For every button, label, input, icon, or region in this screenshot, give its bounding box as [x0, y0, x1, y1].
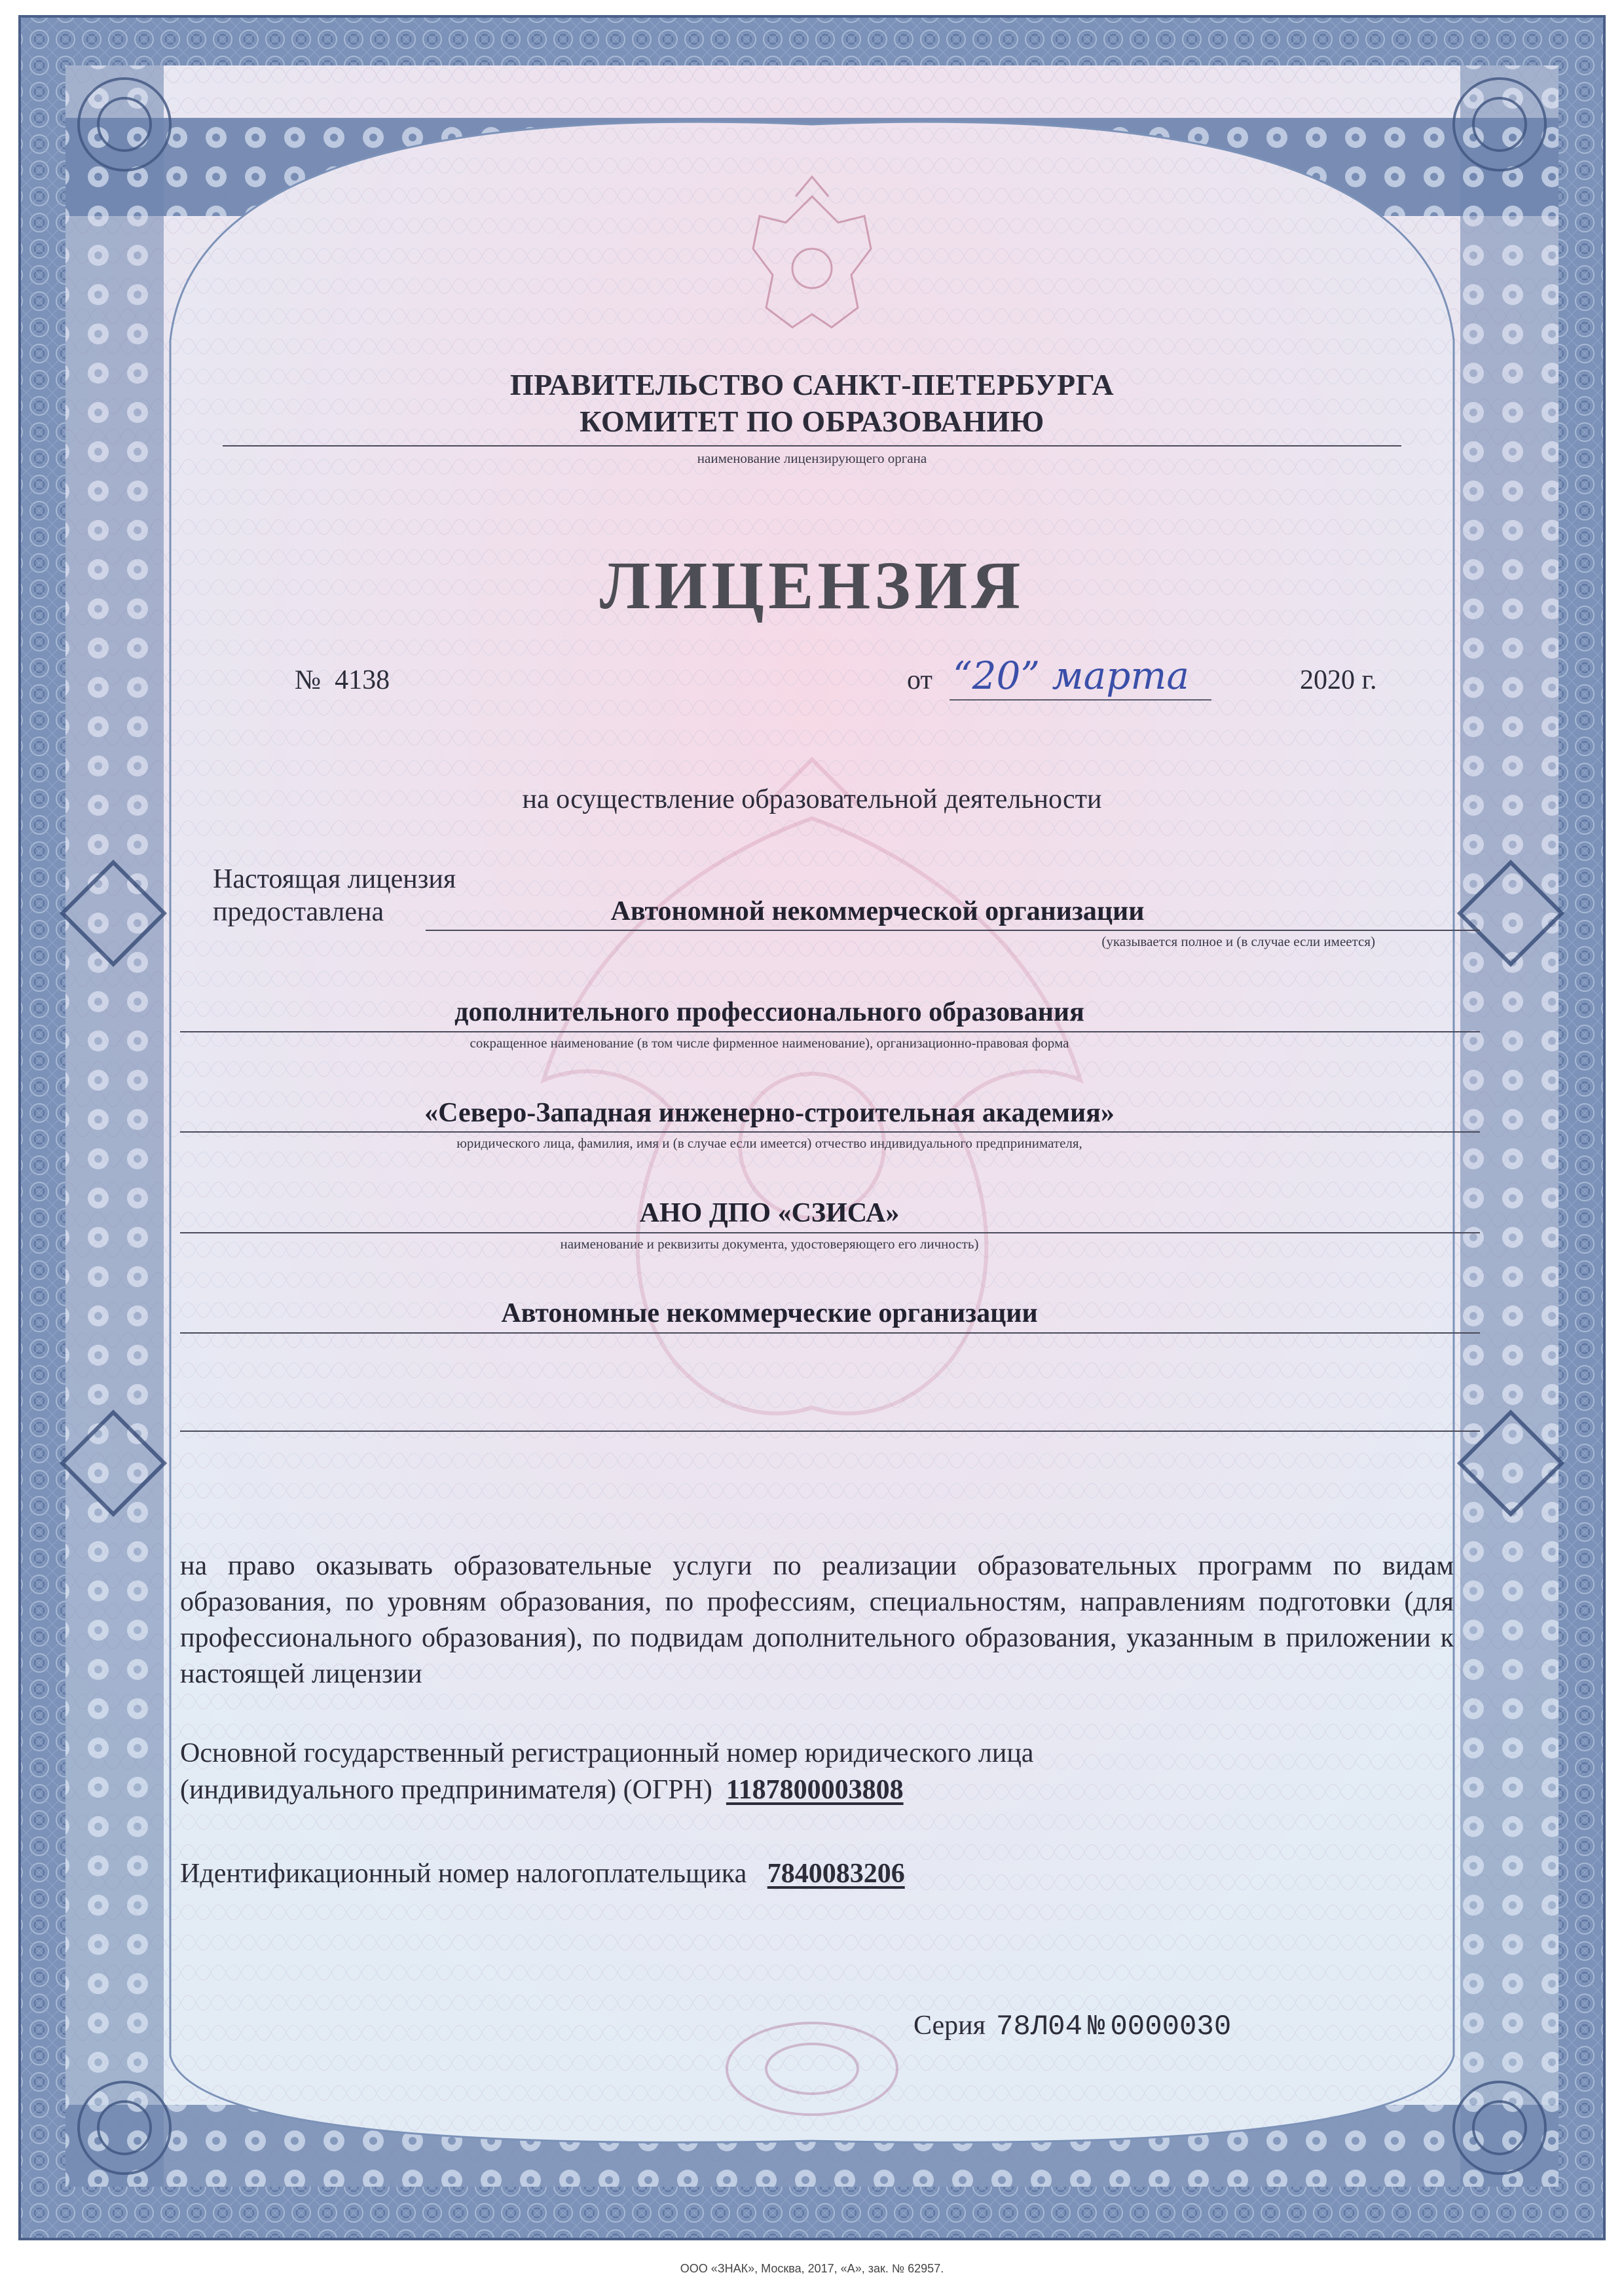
number-sign: № [295, 665, 322, 695]
series-label: Серия [913, 2011, 986, 2041]
document-title: ЛИЦЕНЗИЯ [599, 548, 1025, 623]
licensee-caption-4: наименование и реквизиты документа, удостоверяющего его личность) [560, 1236, 979, 1252]
licensee-caption-2: сокращенное наименование (в том числе фирменное наименование), организационно-правовая форма [470, 1035, 1069, 1051]
rights-paragraph: на право оказывать образовательные услуги по реализации образовательных программ по видам образования, по уровням образования, по профессиям, специальностям, направлениям подготовки (для профессионального образования), по подвидам дополнительного образования, указанным в приложении к настоящей лицензии [180, 1551, 1454, 1689]
licensee-underline-1 [426, 930, 1480, 931]
licensee-label-line-1: Настоящая лицензия [213, 864, 456, 894]
license-number-row [295, 665, 390, 696]
licensee-name-line-3: «Северо-Западная инженерно-строительная академия» [424, 1098, 1115, 1128]
licensing-authority [196, 367, 1428, 440]
ogrn-label: (индивидуального предпринимателя) (ОГРН) [180, 1775, 712, 1805]
licensee-name-line-2: дополнительного профессионального образования [454, 997, 1084, 1027]
authority-line-2: КОМИТЕТ ПО ОБРАЗОВАНИЮ [580, 405, 1044, 438]
licensee-underline-2 [180, 1031, 1480, 1032]
licensee-label-line-2: предоставлена [213, 897, 384, 927]
date-underline [950, 699, 1211, 701]
series-block [913, 2010, 1231, 2043]
licensee-name-line-5: Автономные некоммерческие организации [501, 1298, 1038, 1328]
ogrn-value: 1187800003808 [726, 1775, 904, 1805]
series-code: 78Л04 [995, 2011, 1082, 2043]
licensee-caption-3: юридического лица, фамилия, имя и (в случае если имеется) отчество индивидуального предпринимателя, [456, 1135, 1082, 1151]
handwritten-date: “20” марта [953, 653, 1189, 698]
license-year: 2020 г. [1300, 665, 1377, 695]
series-number: 0000030 [1110, 2011, 1232, 2043]
authority-line-1: ПРАВИТЕЛЬСТВО САНКТ-ПЕТЕРБУРГА [509, 368, 1115, 401]
licensee-caption-1: (указывается полное и (в случае если имеется) [1101, 934, 1375, 949]
licensee-label [213, 863, 456, 928]
licensee-underline-3 [180, 1131, 1480, 1133]
authority-caption: наименование лицензирующего органа [697, 450, 927, 466]
date-prefix: от [907, 665, 932, 695]
series-number-sign: № [1088, 2011, 1105, 2043]
printer-info: ООО «ЗНАК», Москва, 2017, «А», зак. № 62957. [680, 2262, 944, 2275]
licensee-underline-4 [180, 1232, 1480, 1233]
licensee-name-line-1: Автономной некоммерческой организации [610, 896, 1145, 926]
authority-underline [223, 445, 1401, 446]
ogrn-block [180, 1735, 1033, 1808]
inn-label: Идентификационный номер налогоплательщика [180, 1859, 747, 1889]
licensee-name-line-4: АНО ДПО «СЗИСА» [639, 1198, 900, 1228]
license-number: 4138 [335, 665, 390, 695]
licensee-underline-5 [180, 1332, 1480, 1334]
inn-value: 7840083206 [767, 1859, 905, 1889]
licensee-underline-6 [180, 1430, 1480, 1432]
license-purpose: на осуществление образовательной деятельности [522, 784, 1102, 814]
ogrn-label-line-2 [180, 1772, 1033, 1808]
ogrn-label-line-1: Основной государственный регистрационный номер юридического лица [180, 1738, 1034, 1768]
inn-block [180, 1858, 905, 1889]
